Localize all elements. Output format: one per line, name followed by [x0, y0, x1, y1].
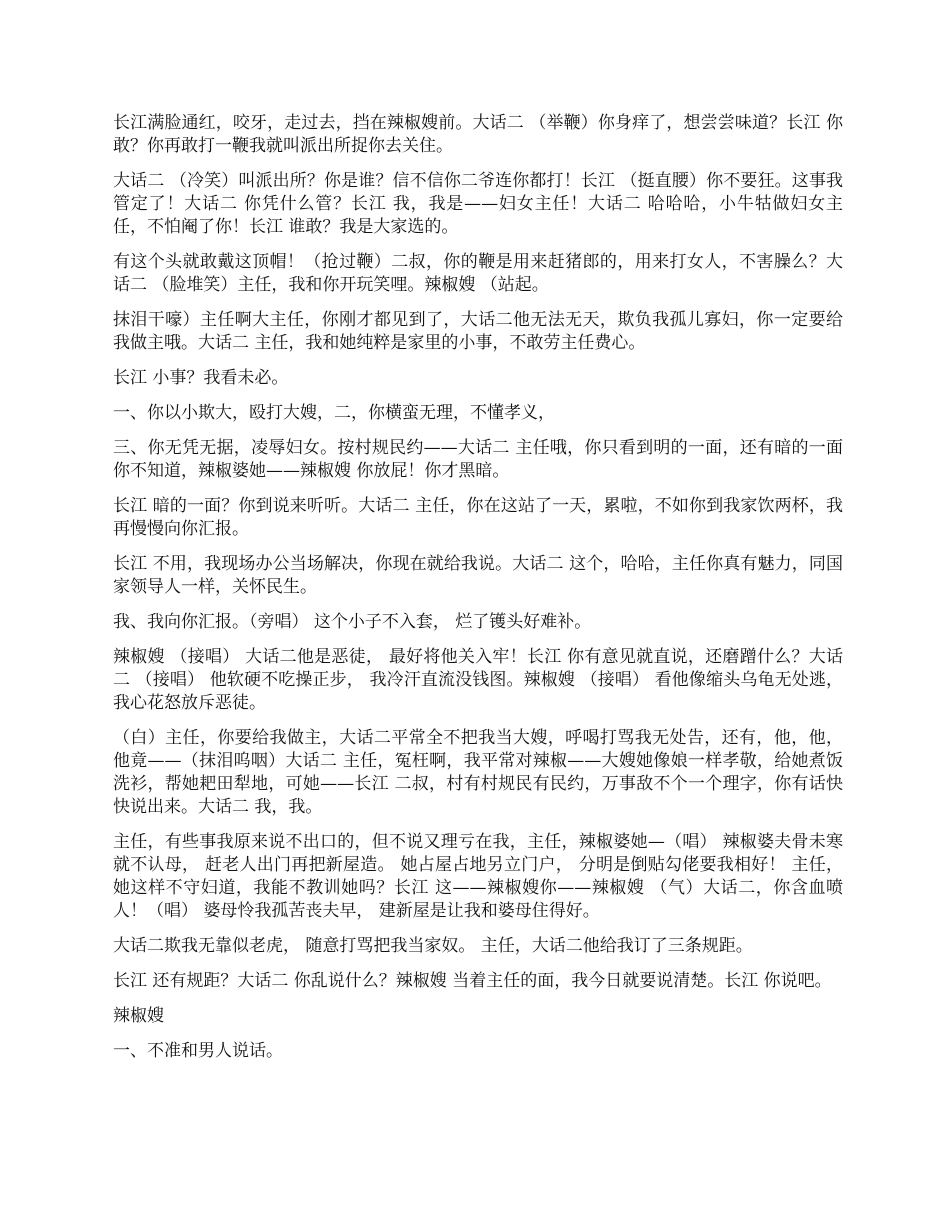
paragraph: （白）主任，你要给我做主，大话二平常全不把我当大嫂，呼喝打骂我无处告，还有，他，他，他竟——（抹泪呜咽）大话二 主任，冤枉啊，我平常对辣椒——大嫂她像娘一样孝敬，给她煮饭洗衫，帮她耙田犁地，可她——长江 二叔，村有村规民有民约，万事敌不个一个理字，你有话快快说出来。大话二 我，我。 — [113, 728, 843, 817]
paragraph: 抹泪干嚎）主任啊大主任，你刚才都见到了，大话二他无法无天，欺负我孤儿寡妇，你一定要给我做主哦。大话二 主任，我和她纯粹是家里的小事，不敢劳主任费心。 — [113, 310, 843, 353]
paragraph: 三、你无凭无据，凌辱妇女。按村规民约——大话二 主任哦，你只看到明的一面，还有暗的一面你不知道，辣椒婆她——辣椒嫂 你放屁！你才黑暗。 — [113, 438, 843, 481]
document-body — [113, 112, 843, 1075]
paragraph: 一、你以小欺大，殴打大嫂，二，你横蛮无理，不懂孝义， — [113, 403, 555, 423]
paragraph: 辣椒嫂 （接唱） 大话二他是恶徒， 最好将他关入牢！长江 你有意见就直说，还磨蹭什么？大话二 （接唱） 他软硬不吃操正步， 我冷汗直流没钱图。辣椒嫂 （接唱） 看他像缩头乌龟无处逃， 我心花怒放斥恶徒。 — [113, 647, 843, 713]
paragraph: 长江 不用，我现场办公当场解决，你现在就给我说。大话二 这个，哈哈，主任你真有魅力，同国家领导人一样，关怀民生。 — [113, 554, 843, 597]
paragraph: 一、不准和男人说话。 — [113, 1041, 283, 1061]
paragraph: 主任，有些事我原来说不出口的，但不说又理亏在我，主任，辣椒婆她—（唱） 辣椒婆夫骨未寒就不认母， 赶老人出门再把新屋造。 她占屋占地另立门户， 分明是倒贴勾佬要我相好！ 主任，她这样不守妇道，我能不教训她吗？长江 这——辣椒嫂你——辣椒嫂 （气）大话二，你含血喷人！（唱） 婆母怜我孤苦丧夫早， 建新屋是让我和婆母住得好。 — [113, 832, 843, 921]
paragraph: 长江 还有规距？大话二 你乱说什么？辣椒嫂 当着主任的面，我今日就要说清楚。长江 你说吧。 — [113, 971, 832, 991]
paragraph: 辣椒嫂 — [113, 1006, 164, 1026]
paragraph: 大话二欺我无靠似老虎， 随意打骂把我当家奴。 主任，大话二他给我订了三条规距。 — [113, 936, 753, 956]
paragraph: 长江 暗的一面？你到说来听听。大话二 主任，你在这站了一天，累啦，不如你到我家饮两杯，我再慢慢向你汇报。 — [113, 496, 843, 539]
paragraph: 长江满脸通红，咬牙，走过去，挡在辣椒嫂前。大话二 （举鞭）你身痒了，想尝尝味道？长江 你敢？你再敢打一鞭我就叫派出所捉你去关住。 — [113, 113, 843, 156]
paragraph: 我、我向你汇报。（旁唱） 这个小子不入套， 烂了镬头好难补。 — [113, 612, 592, 632]
paragraph: 有这个头就敢戴这顶帽！（抢过鞭）二叔，你的鞭是用来赶猪郎的，用来打女人，不害臊么？大话二 （脸堆笑）主任，我和你开玩笑哩。辣椒嫂 （站起。 — [113, 252, 843, 295]
paragraph: 长江 小事？我看未必。 — [113, 368, 289, 388]
paragraph: 大话二 （冷笑）叫派出所？你是谁？信不信你二爷连你都打！长江 （挺直腰）你不要狂。这事我管定了！大话二 你凭什么管？长江 我，我是——妇女主任！大话二 哈哈哈，小牛牯做妇女主任，不怕阉了你！长江 谁敢？我是大家选的。 — [113, 171, 843, 237]
